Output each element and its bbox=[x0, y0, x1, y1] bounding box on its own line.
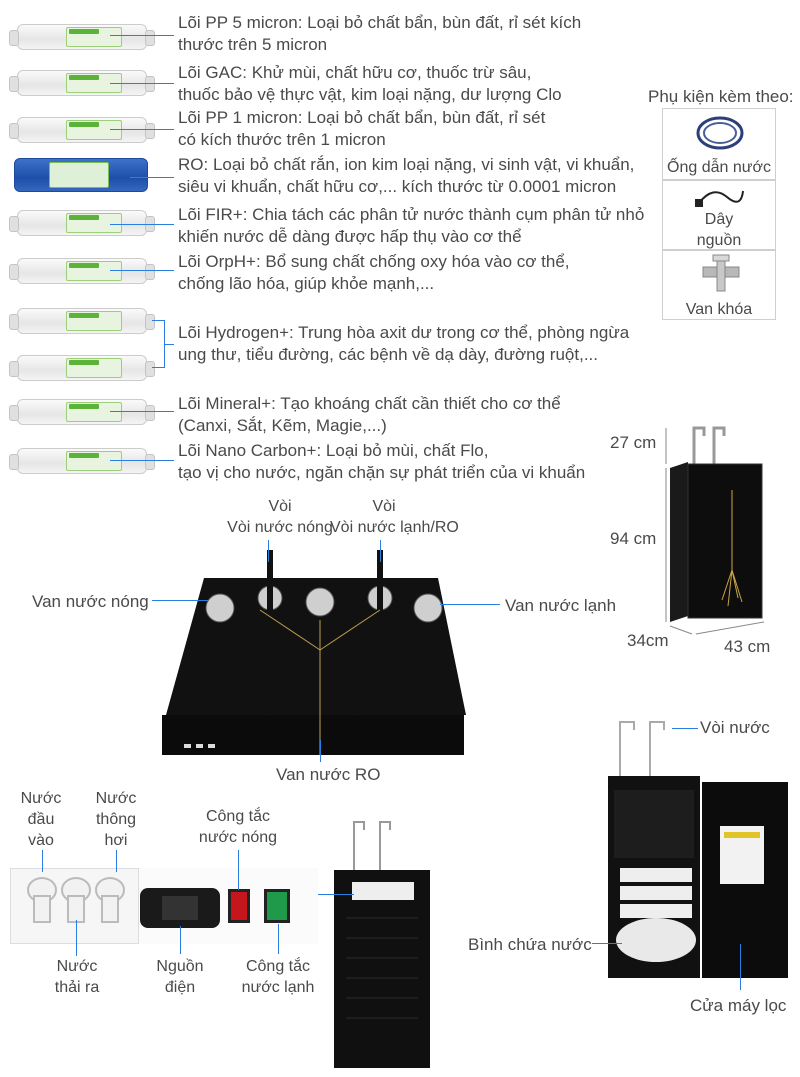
power-cord-icon bbox=[693, 183, 747, 211]
cold-valve-label: Van nước lạnh bbox=[505, 596, 617, 615]
pp1-text: Lõi PP 1 micron: Loại bỏ chất bẩn, bùn đất, rỉ sét có kích thước trên 1 micron bbox=[178, 108, 546, 149]
top-panel-drawing bbox=[160, 540, 472, 760]
hydrogen-filter-image-2 bbox=[17, 355, 147, 381]
pp5-text: Lõi PP 5 micron: Loại bỏ chất bẩn, bùn đất, rỉ sét kích thước trên 5 micron bbox=[178, 13, 582, 54]
machine-back-view bbox=[310, 808, 438, 1072]
cold-switch-label: Công tắc nước lạnh bbox=[241, 958, 315, 996]
tank-label: Bình chứa nước bbox=[468, 935, 592, 954]
mineral-filter-image bbox=[17, 399, 147, 425]
dimension-depth: 34cm bbox=[627, 631, 669, 650]
orph-filter-image bbox=[17, 258, 147, 284]
dimension-top: 27 cm bbox=[610, 433, 657, 452]
valve-icon bbox=[699, 253, 743, 295]
water-ports-icon bbox=[20, 874, 130, 930]
tap-label: Vòi nước bbox=[700, 718, 770, 737]
machine-interior-view bbox=[604, 718, 794, 982]
cabinet-dimension-drawing bbox=[652, 420, 792, 645]
accessory-power-cord-label: Dây nguồn bbox=[696, 211, 742, 249]
accessories-title: Phụ kiện kèm theo: bbox=[648, 87, 794, 106]
fir-text: Lõi FIR+: Chia tách các phân tử nước thành cụm phân tử nhỏ khiến nước dễ dàng được hấp thụ vào cơ thể bbox=[178, 205, 645, 246]
dimension-width: 43 cm bbox=[724, 637, 771, 656]
gac-text: Lõi GAC: Khử mùi, chất hữu cơ, thuốc trừ sâu, thuốc bảo vệ thực vật, kim loại nặng, dư lượng Clo bbox=[178, 63, 562, 104]
cold-switch[interactable] bbox=[264, 889, 290, 923]
ro-text: RO: Loại bỏ chất rắn, ion kim loại nặng, vi sinh vật, vi khuẩn, siêu vi khuẩn, chất hữu cơ,... kích thước từ 0.0001 micron bbox=[178, 155, 635, 196]
nano-carbon-filter-image bbox=[17, 448, 147, 474]
accessory-hose bbox=[662, 108, 776, 180]
accessory-valve-label: Van khóa bbox=[685, 301, 753, 318]
power-socket-face bbox=[162, 896, 198, 920]
accessory-hose-label: Ống dẫn nước bbox=[667, 159, 771, 176]
door-label: Cửa máy lọc bbox=[690, 996, 787, 1015]
pp5-filter-image bbox=[17, 24, 147, 50]
hot-valve-label: Van nước nóng bbox=[32, 592, 149, 611]
hot-switch-label: Công tắc nước nóng bbox=[198, 808, 278, 846]
fir-filter-image bbox=[17, 210, 147, 236]
orph-text: Lõi OrpH+: Bổ sung chất chống oxy hóa vào cơ thể, chống lão hóa, giúp khỏe mạnh,... bbox=[178, 252, 570, 293]
vent-label: Nước thông hơi bbox=[95, 790, 137, 849]
inlet-label: Nước đầu vào bbox=[20, 790, 62, 849]
cold-tap-label: Vòi bbox=[372, 498, 396, 515]
ro-valve-label: Van nước RO bbox=[276, 765, 381, 784]
power-label: Nguồn điện bbox=[156, 958, 204, 996]
hose-icon bbox=[693, 113, 747, 153]
hydrogen-text: Lõi Hydrogen+: Trung hòa axit dư trong cơ thể, phòng ngừa ung thư, tiểu đường, các bệnh về dạ dày, đường ruột,... bbox=[178, 323, 630, 364]
hydrogen-filter-image-1 bbox=[17, 308, 147, 334]
accessory-power-cord bbox=[662, 180, 776, 250]
accessory-valve bbox=[662, 250, 776, 320]
ro-membrane-image bbox=[14, 158, 148, 192]
nano-carbon-text: Lõi Nano Carbon+: Loại bỏ mùi, chất Flo, tạo vị cho nước, ngăn chặn sự phát triển của vi khuẩn bbox=[178, 441, 586, 482]
dimension-height: 94 cm bbox=[610, 529, 657, 548]
waste-label: Nước thải ra bbox=[54, 958, 100, 996]
cold-tap-label-text: Vòi nước lạnh/RO bbox=[330, 519, 459, 536]
pp1-filter-image bbox=[17, 117, 147, 143]
mineral-text: Lõi Mineral+: Tạo khoáng chất cần thiết cho cơ thể (Canxi, Sắt, Kẽm, Magie,...) bbox=[178, 394, 561, 435]
hot-tap-label-text: Vòi nước nóng bbox=[227, 519, 333, 536]
hot-tap-label: Vòi bbox=[268, 498, 292, 515]
hot-switch[interactable] bbox=[228, 889, 250, 923]
